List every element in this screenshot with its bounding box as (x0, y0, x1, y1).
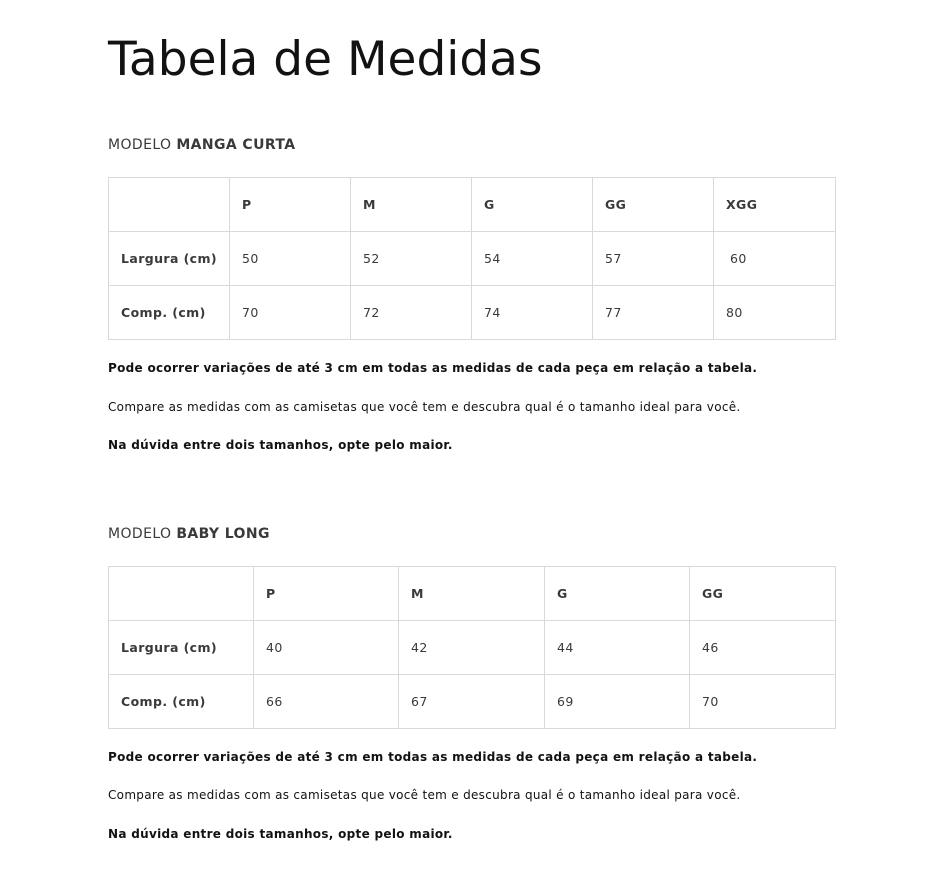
section-heading-manga-curta (108, 137, 296, 153)
variation-note: Pode ocorrer variações de até 3 cm em todas as medidas de cada peça em relação a tabela. (108, 750, 758, 764)
section-heading-baby-long (108, 526, 270, 542)
table-cell: 67 (399, 675, 545, 729)
table-cell: 70 (230, 286, 351, 340)
table-cell: 46 (690, 621, 836, 675)
table-row (109, 232, 836, 286)
size-header-cell: XGG (714, 178, 836, 232)
table-cell: 66 (254, 675, 399, 729)
table-cell: 74 (472, 286, 593, 340)
table-cell: 69 (545, 675, 690, 729)
doubt-note: Na dúvida entre dois tamanhos, opte pelo maior. (108, 827, 453, 841)
table-cell: 54 (472, 232, 593, 286)
table-cell: 44 (545, 621, 690, 675)
table-header-row (109, 567, 836, 621)
table-header-row (109, 178, 836, 232)
size-table-manga-curta (108, 177, 836, 340)
table-cell: 77 (593, 286, 714, 340)
size-header-cell: M (399, 567, 545, 621)
table-corner-cell (109, 567, 254, 621)
compare-note: Compare as medidas com as camisetas que você tem e descubra qual é o tamanho ideal para você. (108, 400, 741, 414)
row-label: Comp. (cm) (109, 675, 254, 729)
table-cell: 57 (593, 232, 714, 286)
table-cell: 42 (399, 621, 545, 675)
table-row (109, 286, 836, 340)
size-header-cell: P (230, 178, 351, 232)
page-title: Tabela de Medidas (108, 32, 543, 87)
section-heading-prefix: MODELO (108, 137, 172, 153)
variation-note: Pode ocorrer variações de até 3 cm em todas as medidas de cada peça em relação a tabela. (108, 361, 758, 375)
table-row (109, 621, 836, 675)
table-cell: 70 (690, 675, 836, 729)
table-corner-cell (109, 178, 230, 232)
size-table-baby-long (108, 566, 836, 729)
row-label: Largura (cm) (109, 232, 230, 286)
size-header-cell: GG (690, 567, 836, 621)
size-header-cell: P (254, 567, 399, 621)
size-header-cell: G (472, 178, 593, 232)
table-cell: 40 (254, 621, 399, 675)
section-heading-model: BABY LONG (176, 526, 270, 542)
table-row (109, 675, 836, 729)
size-header-cell: G (545, 567, 690, 621)
table-cell: 50 (230, 232, 351, 286)
row-label: Comp. (cm) (109, 286, 230, 340)
section-heading-model: MANGA CURTA (176, 137, 296, 153)
doubt-note: Na dúvida entre dois tamanhos, opte pelo maior. (108, 438, 453, 452)
table-cell: 52 (351, 232, 472, 286)
section-heading-prefix: MODELO (108, 526, 172, 542)
size-header-cell: GG (593, 178, 714, 232)
table-cell: 72 (351, 286, 472, 340)
compare-note: Compare as medidas com as camisetas que você tem e descubra qual é o tamanho ideal para você. (108, 788, 741, 802)
size-header-cell: M (351, 178, 472, 232)
table-cell: 80 (714, 286, 836, 340)
table-cell: 60 (714, 232, 836, 286)
row-label: Largura (cm) (109, 621, 254, 675)
